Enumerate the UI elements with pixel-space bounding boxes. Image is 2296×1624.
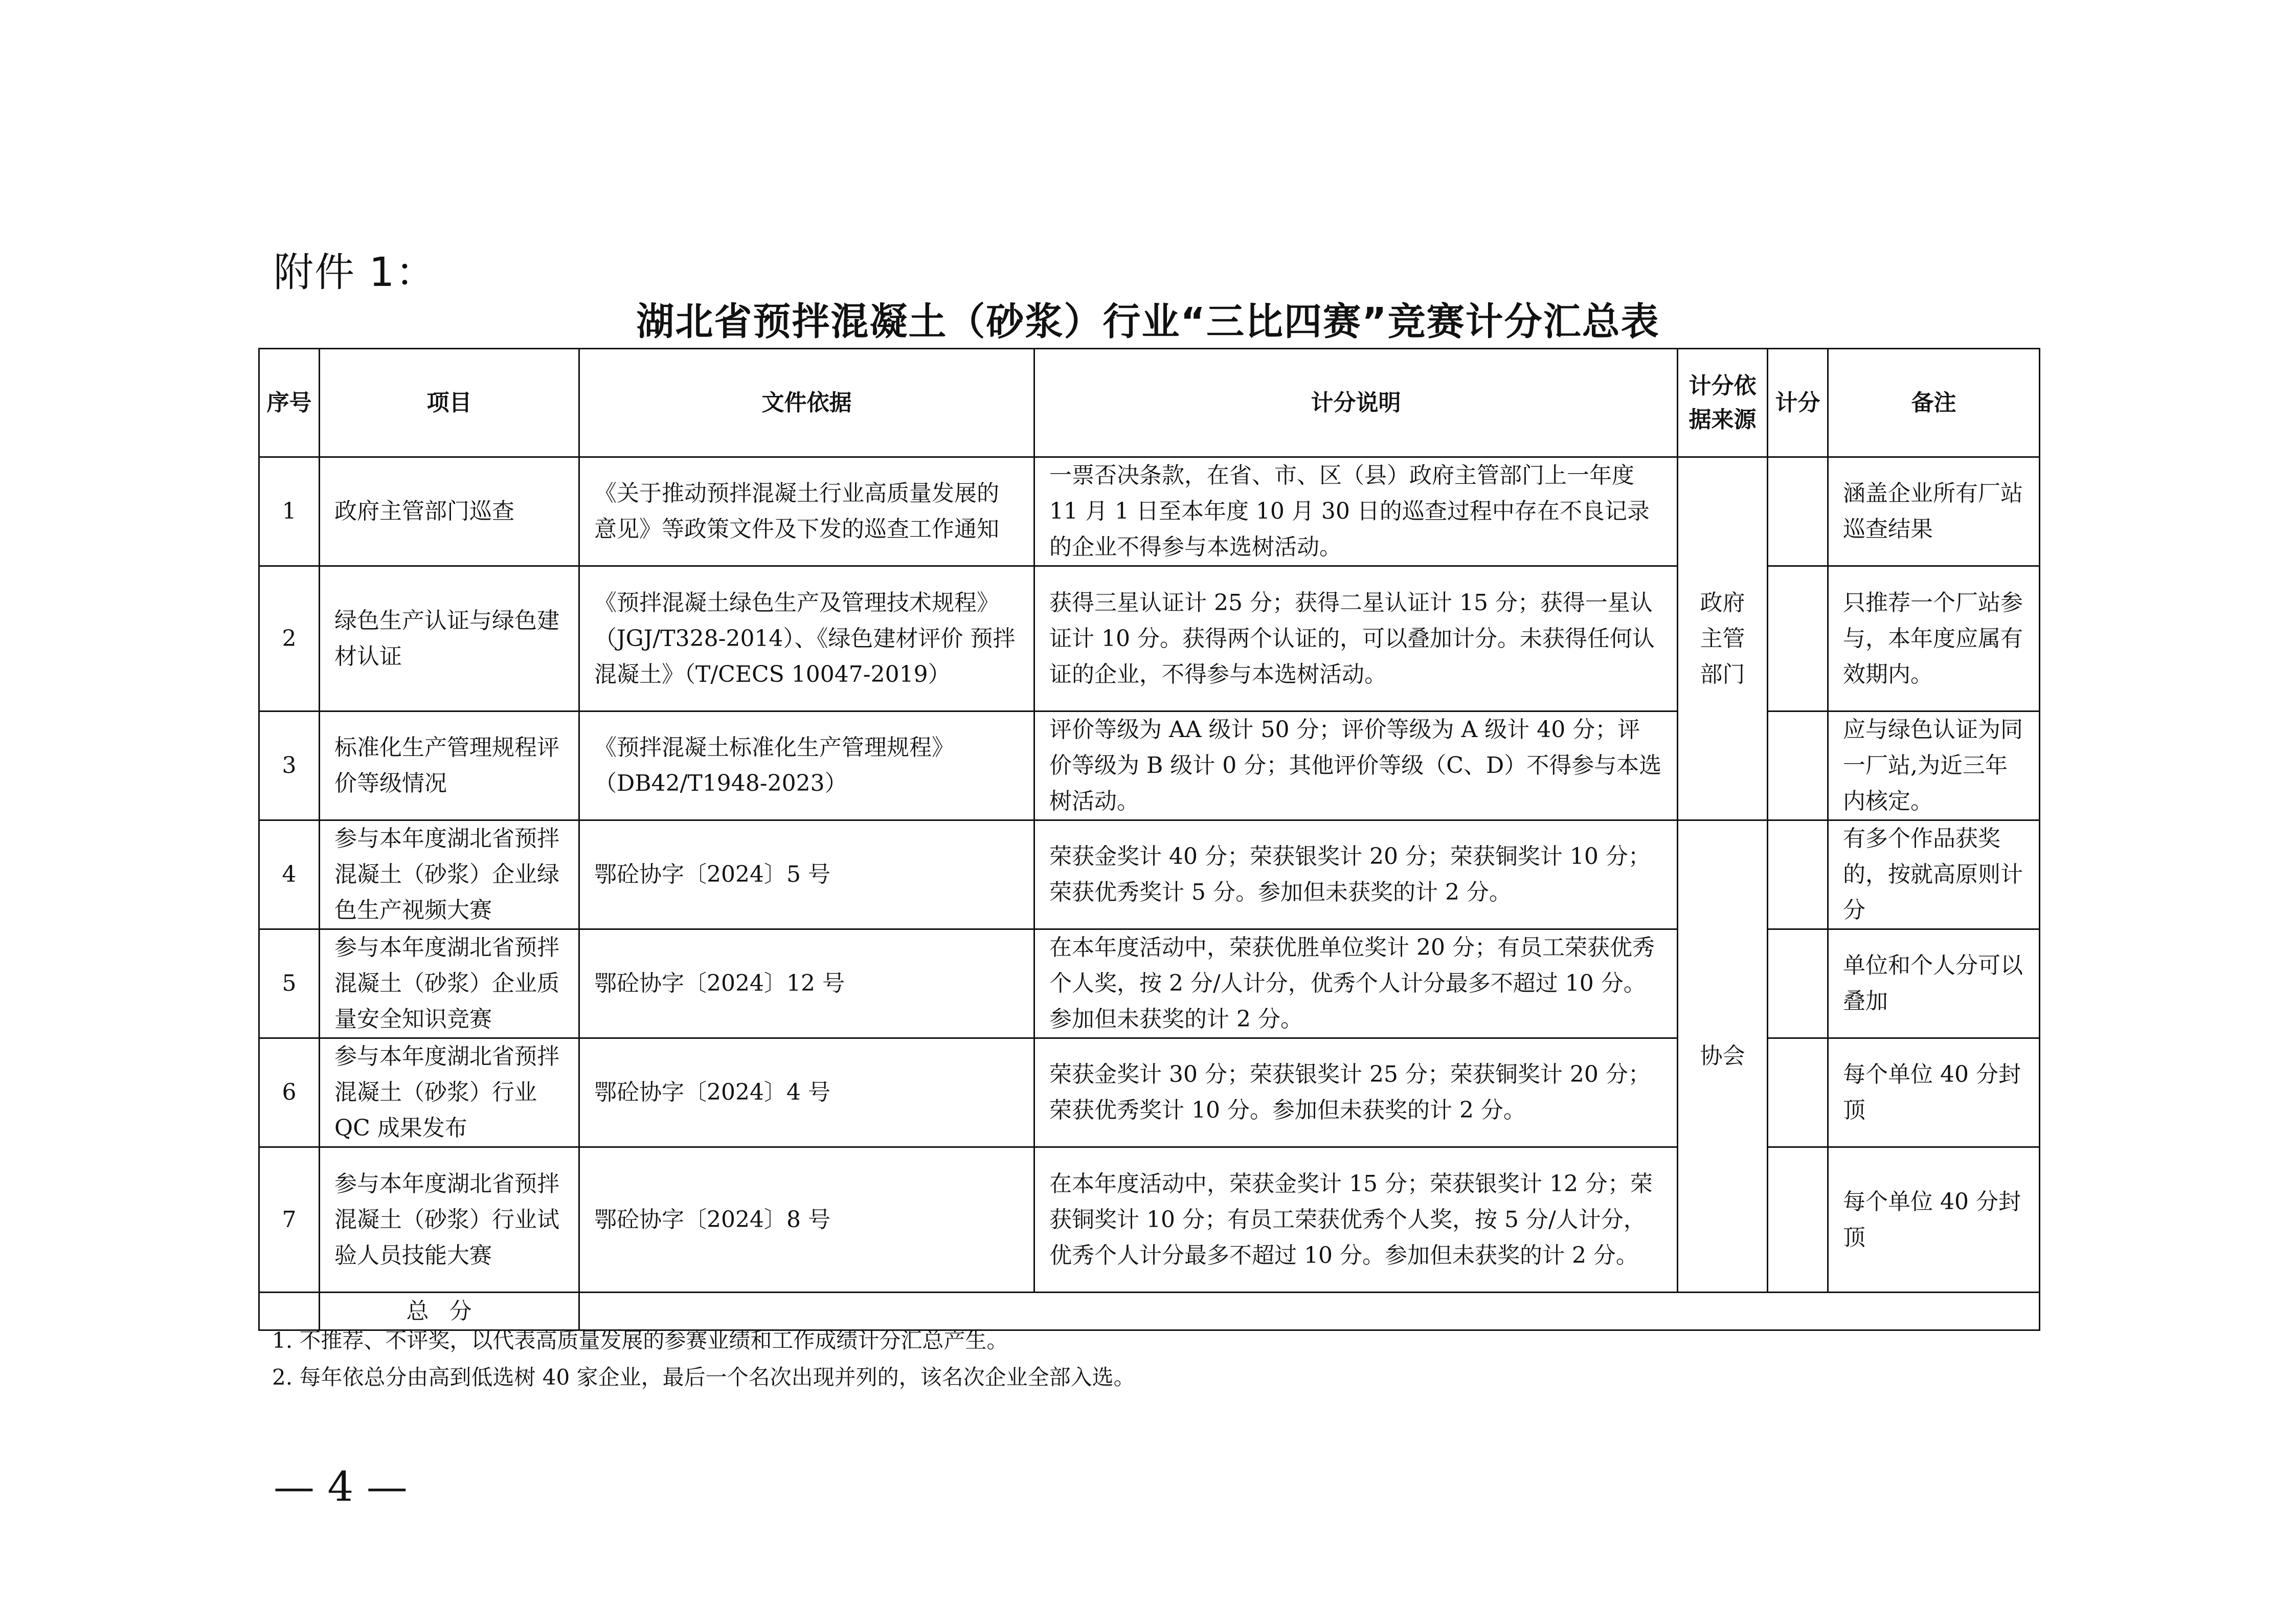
- row-basis: 鄂砼协字〔2024〕4 号: [579, 1038, 1034, 1147]
- row-seq: 4: [259, 820, 320, 929]
- row-desc: 荣获金奖计 30 分；荣获银奖计 25 分；荣获铜奖计 20 分；荣获优秀奖计 10 分。参加但未获奖的计 2 分。: [1034, 1038, 1678, 1147]
- attachment-label: 附件 1：: [274, 250, 437, 296]
- row-desc: 荣获金奖计 40 分；荣获银奖计 20 分；荣获铜奖计 10 分；荣获优秀奖计 5 分。参加但未获奖的计 2 分。: [1034, 820, 1678, 929]
- header-basis: 文件依据: [579, 349, 1034, 457]
- row-score: [1768, 929, 1828, 1038]
- row-score: [1768, 457, 1828, 566]
- row-remark: 每个单位 40 分封顶: [1828, 1038, 2040, 1147]
- row-basis: 鄂砼协字〔2024〕8 号: [579, 1147, 1034, 1293]
- row-desc: 在本年度活动中，荣获优胜单位奖计 20 分；有员工荣获优秀个人奖，按 2 分/人计分，优秀个人计分最多不超过 10 分。参加但未获奖的计 2 分。: [1034, 929, 1678, 1038]
- table-row: [259, 1147, 2040, 1293]
- table-row: [259, 566, 2040, 711]
- row-basis: 鄂砼协字〔2024〕5 号: [579, 820, 1034, 929]
- row-remark: 每个单位 40 分封顶: [1828, 1147, 2040, 1293]
- row-seq: 1: [259, 457, 320, 566]
- row-seq: 3: [259, 711, 320, 820]
- row-remark: 有多个作品获奖的，按就高原则计分: [1828, 820, 2040, 929]
- header-score: 计分: [1768, 349, 1828, 457]
- table-header-row: [259, 349, 2040, 457]
- source-association: 协会: [1678, 820, 1768, 1293]
- row-desc: 在本年度活动中，荣获金奖计 15 分；荣获银奖计 12 分；荣获铜奖计 10 分；有员工荣获优秀个人奖，按 5 分/人计分，优秀个人计分最多不超过 10 分。参加但未获奖的计 2 分。: [1034, 1147, 1678, 1293]
- header-desc: 计分说明: [1034, 349, 1678, 457]
- row-basis: 《预拌混凝土绿色生产及管理技术规程》（JGJ/T328-2014）、《绿色建材评价 预拌混凝土》（T/CECS 10047-2019）: [579, 566, 1034, 711]
- row-desc: 评价等级为 AA 级计 50 分；评价等级为 A 级计 40 分；评价等级为 B 级计 0 分；其他评价等级（C、D）不得参与本选树活动。: [1034, 711, 1678, 820]
- row-remark: 单位和个人分可以叠加: [1828, 929, 2040, 1038]
- note-item: 1. 不推荐、不评奖，以代表高质量发展的参赛业绩和工作成绩计分汇总产生。: [272, 1328, 1008, 1353]
- header-remark: 备注: [1828, 349, 2040, 457]
- row-basis: 《预拌混凝土标准化生产管理规程》（DB42/T1948-2023）: [579, 711, 1034, 820]
- document-title: 湖北省预拌混凝土（砂浆）行业“三比四赛”竞赛计分汇总表: [636, 300, 1660, 344]
- row-item: 参与本年度湖北省预拌混凝土（砂浆）企业质量安全知识竞赛: [320, 929, 579, 1038]
- note-item: 2. 每年依总分由高到低选树 40 家企业，最后一个名次出现并列的，该名次企业全部入选。: [272, 1365, 1135, 1390]
- row-score: [1768, 1038, 1828, 1147]
- total-label: 总分: [320, 1293, 579, 1330]
- row-basis: 《关于推动预拌混凝土行业高质量发展的意见》等政策文件及下发的巡查工作通知: [579, 457, 1034, 566]
- score-summary-table: [258, 348, 2040, 1331]
- row-score: [1768, 566, 1828, 711]
- row-item: 标准化生产管理规程评价等级情况: [320, 711, 579, 820]
- row-basis: 鄂砼协字〔2024〕12 号: [579, 929, 1034, 1038]
- row-seq: 6: [259, 1038, 320, 1147]
- row-item: 绿色生产认证与绿色建材认证: [320, 566, 579, 711]
- source-gov: 政府主管部门: [1678, 457, 1768, 820]
- table-row: [259, 457, 2040, 566]
- page-number: — 4 —: [274, 1463, 408, 1510]
- row-seq: 7: [259, 1147, 320, 1293]
- row-item: 政府主管部门巡查: [320, 457, 579, 566]
- row-seq: 5: [259, 929, 320, 1038]
- header-item: 项目: [320, 349, 579, 457]
- row-item: 参与本年度湖北省预拌混凝土（砂浆）企业绿色生产视频大赛: [320, 820, 579, 929]
- header-seq: 序号: [259, 349, 320, 457]
- row-desc: 获得三星认证计 25 分；获得二星认证计 15 分；获得一星认证计 10 分。获得两个认证的，可以叠加计分。未获得任何认证的企业，不得参与本选树活动。: [1034, 566, 1678, 711]
- row-seq: 2: [259, 566, 320, 711]
- row-remark: 只推荐一个厂站参与，本年度应属有效期内。: [1828, 566, 2040, 711]
- header-source: 计分依据来源: [1678, 349, 1768, 457]
- row-remark: 涵盖企业所有厂站巡查结果: [1828, 457, 2040, 566]
- table-notes: [272, 1322, 1135, 1396]
- table-row: [259, 1038, 2040, 1147]
- row-score: [1768, 820, 1828, 929]
- row-item: 参与本年度湖北省预拌混凝土（砂浆）行业 QC 成果发布: [320, 1038, 579, 1147]
- table-row: [259, 711, 2040, 820]
- row-score: [1768, 711, 1828, 820]
- table-row: [259, 820, 2040, 929]
- row-remark: 应与绿色认证为同一厂站,为近三年内核定。: [1828, 711, 2040, 820]
- row-desc: 一票否决条款，在省、市、区（县）政府主管部门上一年度 11 月 1 日至本年度 10 月 30 日的巡查过程中存在不良记录的企业不得参与本选树活动。: [1034, 457, 1678, 566]
- table-row: [259, 929, 2040, 1038]
- row-score: [1768, 1147, 1828, 1293]
- row-item: 参与本年度湖北省预拌混凝土（砂浆）行业试验人员技能大赛: [320, 1147, 579, 1293]
